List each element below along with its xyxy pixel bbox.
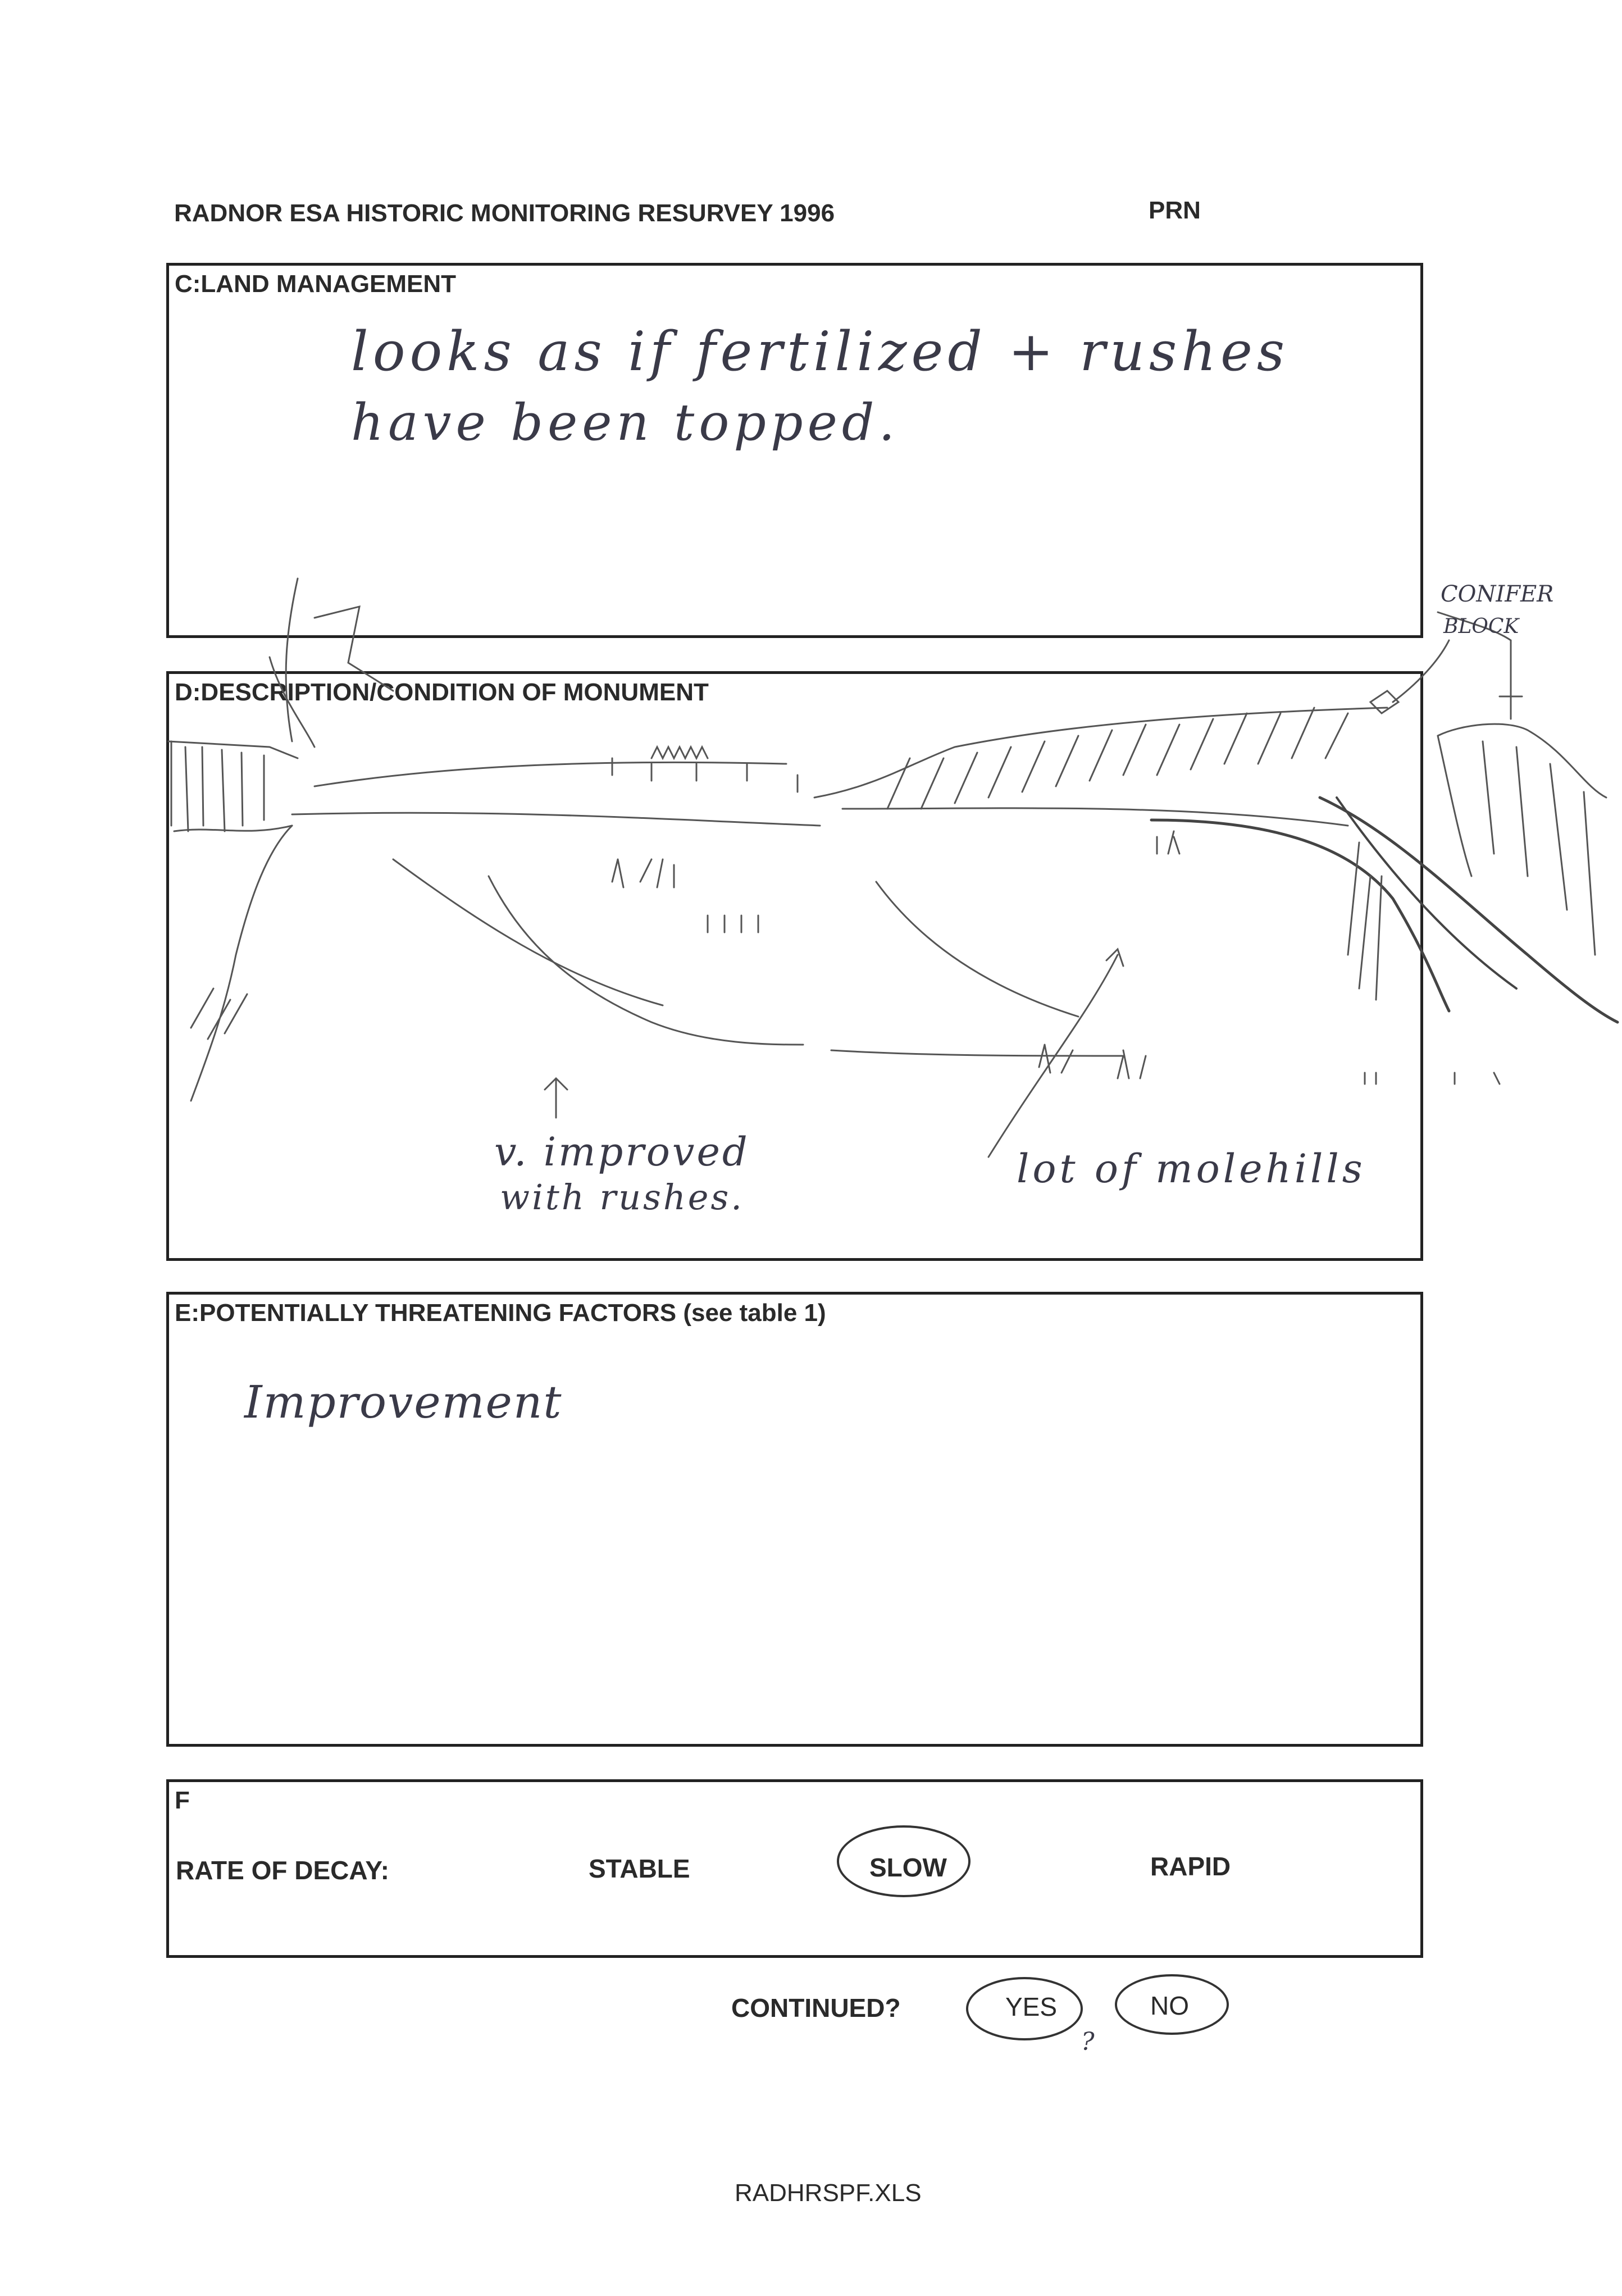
threatening-factors-label: E:POTENTIALLY THREATENING FACTORS (see table 1) xyxy=(175,1299,826,1327)
option-stable[interactable]: STABLE xyxy=(589,1854,690,1883)
option-rapid[interactable]: RAPID xyxy=(1150,1852,1231,1881)
land-management-note-line1: looks as if fertilized + rushes xyxy=(351,320,1290,383)
prn-label: PRN xyxy=(1149,197,1201,224)
description-label: D:DESCRIPTION/CONDITION OF MONUMENT xyxy=(175,678,709,706)
option-slow[interactable]: SLOW xyxy=(869,1853,947,1882)
continued-label: CONTINUED? xyxy=(731,1993,901,2022)
footer-filename: RADHRSPF.XLS xyxy=(735,2179,922,2207)
land-management-label: C:LAND MANAGEMENT xyxy=(175,270,457,298)
section-f-label: F xyxy=(175,1787,190,1814)
conifer-annotation-line1: CONIFER xyxy=(1441,581,1554,607)
rate-of-decay-box xyxy=(166,1779,1423,1958)
improved-annotation-line2: with rushes. xyxy=(500,1177,744,1218)
molehills-annotation: lot of molehills xyxy=(1017,1146,1366,1192)
option-yes[interactable]: YES xyxy=(1005,1992,1058,2021)
option-no[interactable]: NO xyxy=(1150,1991,1189,2020)
threatening-factors-note: Improvement xyxy=(244,1376,563,1428)
threatening-factors-box xyxy=(166,1292,1423,1747)
rate-of-decay-label: RATE OF DECAY: xyxy=(176,1856,389,1885)
form-title: RADNOR ESA HISTORIC MONITORING RESURVEY 1996 xyxy=(174,199,835,227)
land-management-note-line2: have been topped. xyxy=(351,393,900,452)
conifer-annotation-line2: BLOCK xyxy=(1443,615,1519,638)
improved-annotation-line1: v. improved xyxy=(494,1129,750,1175)
question-mark: ? xyxy=(1081,2028,1095,2056)
